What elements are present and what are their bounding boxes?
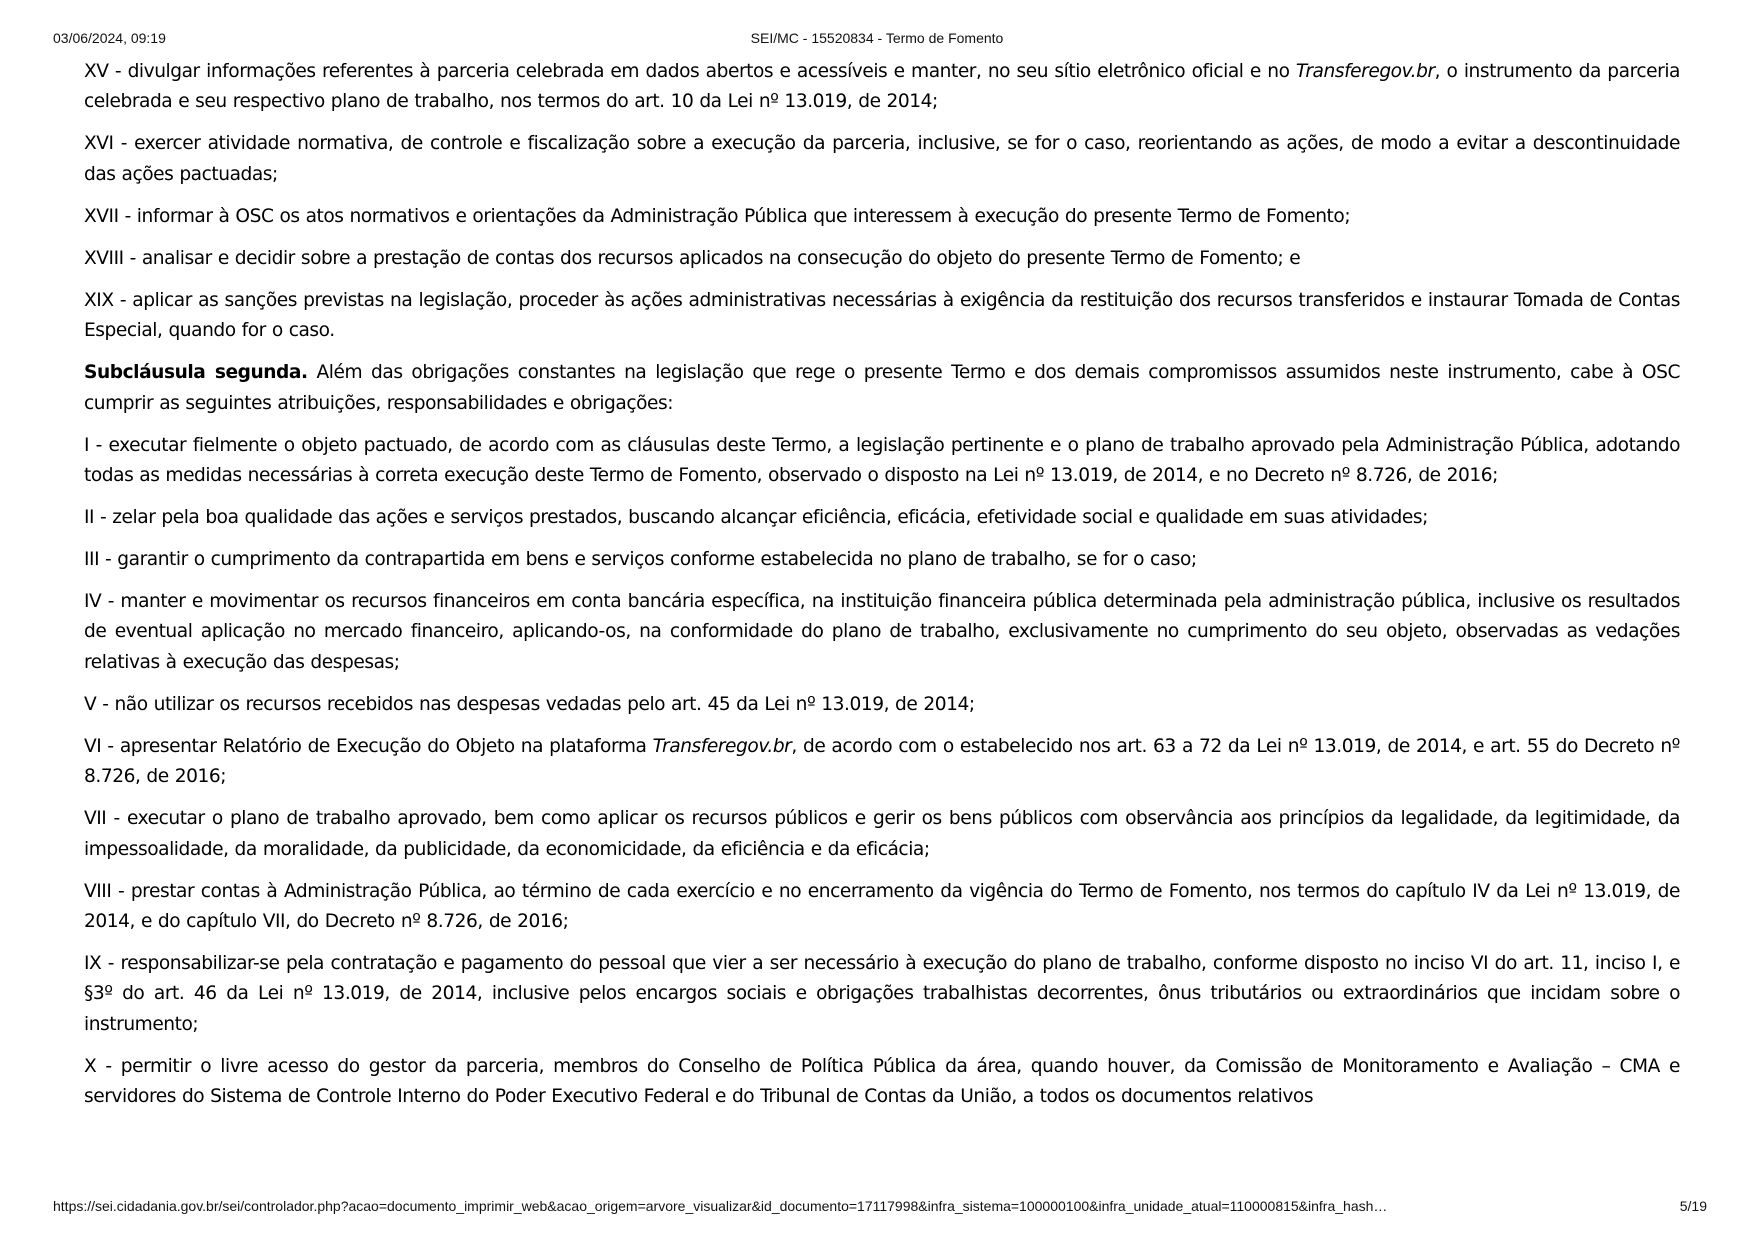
paragraph-xv: XV - divulgar informações referentes à parceria celebrada em dados abertos e acessíveis e manter, no seu sítio eletrônico oficial e no Transferegov.br, o instrumento da parceria celebrada e seu respectivo plano de trabalho, nos termos do art. 10 da Lei nº 13.019, de 2014; <box>84 61 1680 113</box>
paragraph-ii: II - zelar pela boa qualidade das ações e serviços prestados, buscando alcançar eficiência, eficácia, efetividade social e qualidade em suas atividades; <box>84 507 1428 529</box>
document-title: SEI/MC - 15520834 - Termo de Fomento <box>750 30 1004 46</box>
paragraph-x: X - permitir o livre acesso do gestor da parceria, membros do Conselho de Política Pública da área, quando houver, da Comissão de Monitoramento e Avaliação – CMA e servidores do Sistema de Controle Interno do Poder Executivo Federal e do Tribunal de Contas da União, a todos os documentos relativos <box>84 1055 1680 1108</box>
paragraph-xix: XIX - aplicar as sanções previstas na legislação, proceder às ações administrativas necessárias à exigência da restituição dos recursos transferidos e instaurar Tomada de Contas Especial, quando for o caso. <box>84 289 1680 342</box>
paragraph-xviii: XVIII - analisar e decidir sobre a prestação de contas dos recursos aplicados na consecução do objeto do presente Termo de Fomento; e <box>84 247 1301 269</box>
paragraph-vii: VII - executar o plano de trabalho aprovado, bem como aplicar os recursos públicos e gerir os bens públicos com observância aos princípios da legalidade, da legitimidade, da impessoalidade, da moralidade, da publicidade, da economicidade, da eficiência e da eficácia; <box>84 808 1680 860</box>
paragraph-iv: IV - manter e movimentar os recursos financeiros em conta bancária específica, na instituição financeira pública determinada pela administração pública, inclusive os resultados de eventual aplicação no mercado financeiro, aplicando-os, na conformidade do plano de trabalho, exclusivamente no cumprimento do seu objeto, observadas as vedações relativas à execução das despesas; <box>84 591 1680 673</box>
document-url: https://sei.cidadania.gov.br/sei/controlador.php?acao=documento_imprimir_web&acao_origem=arvore_visualizar&id_documento=17117998&infra_sistema=100000100&infra_unidade_atual=110000815&infra_hash… <box>53 1198 1388 1214</box>
subclause-second: Subcláusula segunda. Além das obrigações constantes na legislação que rege o presente Termo e dos demais compromissos assumidos neste instrumento, cabe à OSC cumprir as seguintes atribuições, responsabilidades e obrigações: <box>84 362 1680 414</box>
paragraph-i: I - executar fielmente o objeto pactuado, de acordo com as cláusulas deste Termo, a legislação pertinente e o plano de trabalho aprovado pela Administração Pública, adotando todas as medidas necessárias à correta execução deste Termo de Fomento, observado o disposto na Lei nº 13.019, de 2014, e no Decreto nº 8.726, de 2016; <box>84 434 1680 487</box>
print-header <box>0 30 1754 50</box>
page-number: 5/19 <box>1679 1198 1707 1214</box>
paragraph-xvii: XVII - informar à OSC os atos normativos e orientações da Administração Pública que interessem à execução do presente Termo de Fomento; <box>84 205 1351 227</box>
paragraph-ix: IX - responsabilizar-se pela contratação e pagamento do pessoal que vier a ser necessário à execução do plano de trabalho, conforme disposto no inciso VI do art. 11, inciso I, e §3º do art. 46 da Lei nº 13.019, de 2014, inclusive pelos encargos sociais e obrigações trabalhistas decorrentes, ônus tributários ou extraordinários que incidam sobre o instrumento; <box>84 953 1680 1035</box>
platform-link-text: Transferegov.br <box>1295 61 1435 82</box>
print-footer <box>0 1198 1754 1218</box>
document-body <box>84 57 1680 1124</box>
subclause-heading: Subcláusula segunda. <box>84 362 308 384</box>
platform-link-text: Transferegov.br <box>652 735 792 757</box>
paragraph-vi: VI - apresentar Relatório de Execução do Objeto na plataforma Transferegov.br, de acordo com o estabelecido nos art. 63 a 72 da Lei nº 13.019, de 2014, e art. 55 do Decreto nº 8.726, de 2016; <box>84 735 1680 788</box>
paragraph-v: V - não utilizar os recursos recebidos nas despesas vedadas pelo art. 45 da Lei nº 13.019, de 2014; <box>84 693 975 715</box>
paragraph-viii: VIII - prestar contas à Administração Pública, ao término de cada exercício e no encerramento da vigência do Termo de Fomento, nos termos do capítulo IV da Lei nº 13.019, de 2014, e do capítulo VII, do Decreto nº 8.726, de 2016; <box>84 880 1680 933</box>
paragraph-iii: III - garantir o cumprimento da contrapartida em bens e serviços conforme estabelecida no plano de trabalho, se for o caso; <box>84 549 1197 571</box>
paragraph-xvi: XVI - exercer atividade normativa, de controle e fiscalização sobre a execução da parceria, inclusive, se for o caso, reorientando as ações, de modo a evitar a descontinuidade das ações pactuadas; <box>84 133 1680 185</box>
print-datetime: 03/06/2024, 09:19 <box>53 30 166 46</box>
